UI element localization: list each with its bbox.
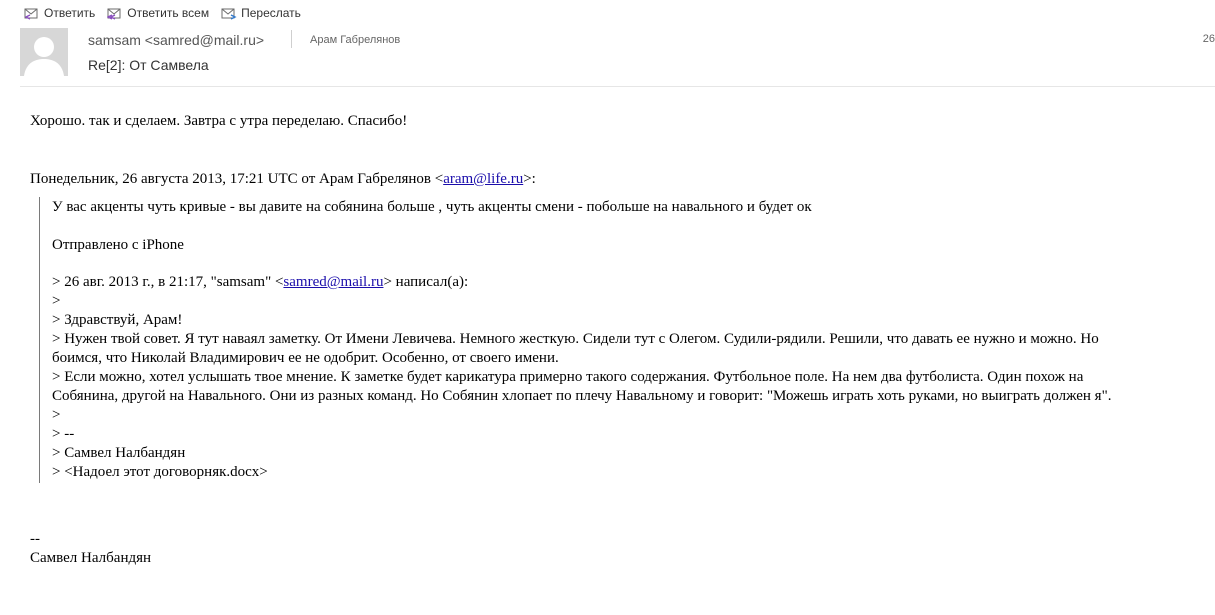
quote-line: > xyxy=(52,293,61,309)
quoted-email-link[interactable]: samred@mail.ru xyxy=(283,274,384,290)
quote-attribution xyxy=(30,170,536,189)
quote-line-suffix: > написал(а): xyxy=(383,274,469,290)
reply-label: Ответить xyxy=(44,6,96,20)
forward-button[interactable] xyxy=(221,6,301,20)
message-toolbar xyxy=(24,3,313,23)
forward-label: Переслать xyxy=(241,6,301,20)
recipient[interactable]: Арам Габрелянов xyxy=(310,34,401,46)
quote-line xyxy=(52,274,468,291)
reply-all-label: Ответить всем xyxy=(127,6,210,20)
message-header xyxy=(20,28,1215,87)
reply-button[interactable] xyxy=(24,6,95,20)
reply-all-icon xyxy=(107,6,123,20)
quote-line: боимся, что Николай Владимирович ее не одобрит. Особенно, от своего имени. xyxy=(52,350,559,366)
quote-line: > Самвел Налбандян xyxy=(52,445,186,461)
quote-line: Собянина, другой на Навального. Они из разных команд. Но Собянин хлопает по плечу Навальному и говорит: "Можешь играть хоть руками, но выиграть должен я". xyxy=(52,388,1112,404)
message-date: 26 xyxy=(1202,33,1215,45)
forward-icon xyxy=(221,6,237,20)
signature-separator: -- xyxy=(30,531,40,547)
person-silhouette-icon xyxy=(20,28,68,76)
avatar xyxy=(20,28,68,76)
signature-name: Самвел Налбандян xyxy=(30,550,152,566)
quote-line: > xyxy=(52,407,61,423)
sender[interactable]: samsam <samred@mail.ru> xyxy=(88,32,265,48)
quote-line: > Здравствуй, Арам! xyxy=(52,312,183,328)
quote-line: Отправлено с iPhone xyxy=(52,237,184,253)
header-divider xyxy=(291,30,292,48)
quote-line: > -- xyxy=(52,426,75,442)
attribution-prefix: Понедельник, 26 августа 2013, 17:21 UTC от Арам Габрелянов < xyxy=(30,171,444,187)
quote-line: > Нужен твой совет. Я тут наваял заметку. От Имени Левичева. Немного жесткую. Сидели тут с Олегом. Судили-рядили. Решили, что давать ее нужно и можно. Но xyxy=(52,331,1099,347)
quote-line: > <Надоел этот договорняк.docx> xyxy=(52,464,268,480)
quote-line-prefix: > 26 авг. 2013 г., в 21:17, "samsam" < xyxy=(52,274,284,290)
message-subject: Re[2]: От Самвела xyxy=(88,57,209,73)
attribution-email-link[interactable]: aram@life.ru xyxy=(443,171,524,187)
quote-line: У вас акценты чуть кривые - вы давите на собянина больше , чуть акценты смени - побольше на навального и будет ок xyxy=(52,199,812,215)
reply-all-button[interactable] xyxy=(107,6,209,20)
reply-icon xyxy=(24,6,40,20)
attribution-suffix: >: xyxy=(523,171,536,187)
message-text: Хорошо. так и сделаем. Завтра с утра переделаю. Спасибо! xyxy=(30,113,408,129)
quote-bar xyxy=(39,197,40,483)
quote-line: > Если можно, хотел услышать твое мнение. К заметке будет карикатура примерно такого содержания. Футбольное поле. На нем два футболиста. Один похож на xyxy=(52,369,1084,385)
